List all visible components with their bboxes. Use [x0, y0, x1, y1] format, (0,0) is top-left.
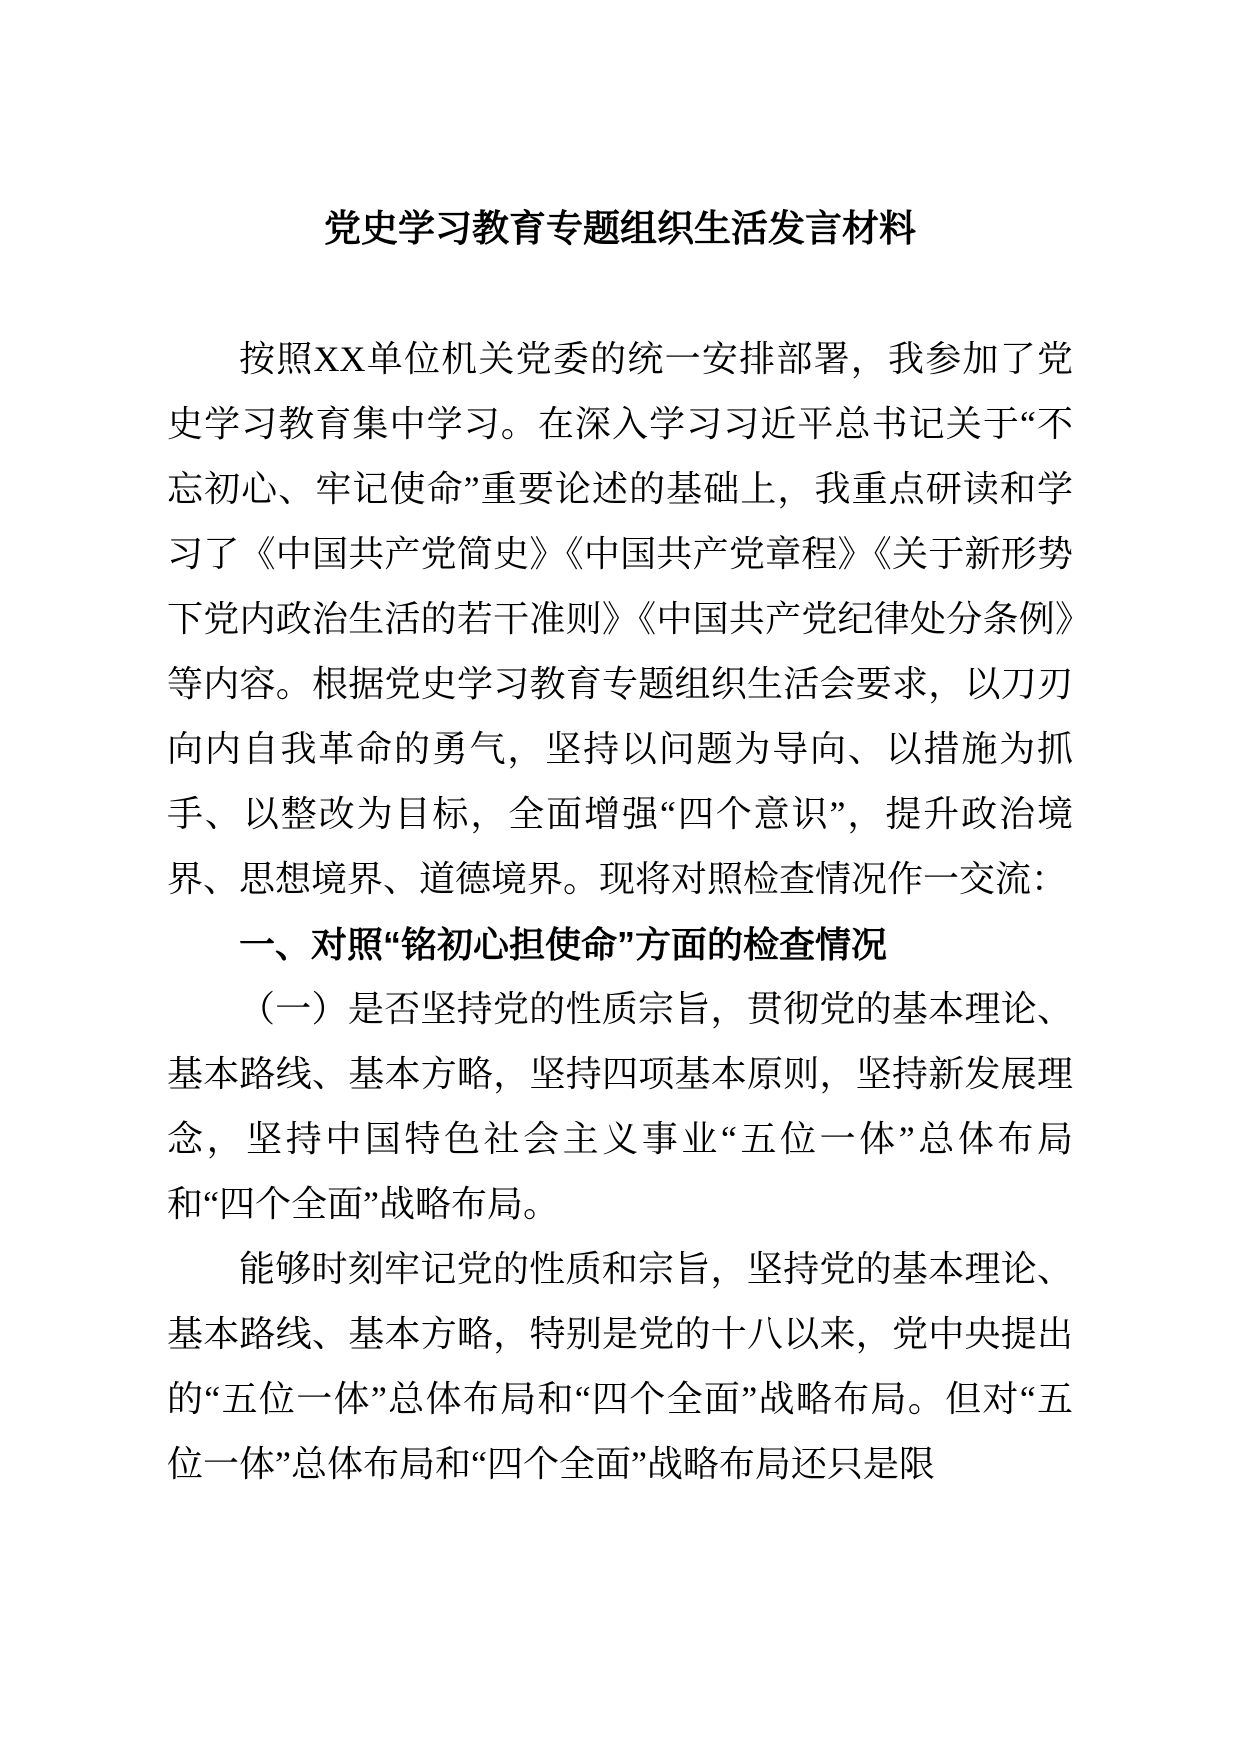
section-heading-1: 一、对照“铭初心担使命”方面的检查情况	[239, 924, 888, 965]
paragraph-self-review: 能够时刻牢记党的性质和宗旨，坚持党的基本理论、基本路线、基本方略，特别是党的十八以来，党中央提出的“五位一体”总体布局和“四个全面”战略布局。但对“五位一体”总体布局和“四个全面”战略布局还只是限	[167, 1249, 1073, 1484]
paragraph-intro: 按照XX单位机关党委的统一安排部署，我参加了党史学习教育集中学习。在深入学习习近平总书记关于“不忘初心、牢记使命”重要论述的基础上，我重点研读和学习了《中国共产党简史》《中国共产党章程》《关于新形势下党内政治生活的若干准则》《中国共产党纪律处分条例》等内容。根据党史学习教育专题组织生活会要求，以刀刃向内自我革命的勇气，坚持以问题为导向、以措施为抓手、以整改为目标，全面增强“四个意识”，提升政治境界、思想境界、道德境界。现将对照检查情况作一交流：	[167, 339, 1073, 899]
paragraph-subitem-1: （一）是否坚持党的性质宗旨，贯彻党的基本理论、基本路线、基本方略，坚持四项基本原则，坚持新发展理念，坚持中国特色社会主义事业“五位一体”总体布局和“四个全面”战略布局。	[167, 989, 1073, 1224]
document-title: 党史学习教育专题组织生活发言材料	[324, 208, 916, 249]
